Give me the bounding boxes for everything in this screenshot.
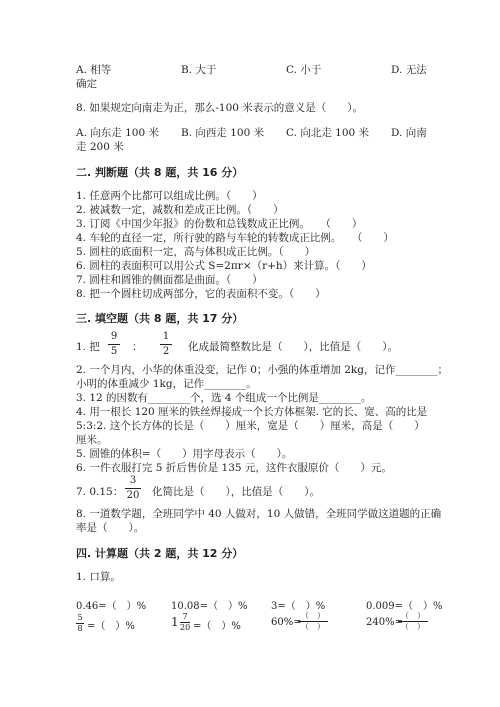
calc-item-3: 3=（ ）% [271, 601, 326, 612]
judge-item-2: 2. 被减数一定，减数和差成正比例。（ ） [76, 204, 284, 216]
blank-numerator[interactable]: （ ） [401, 611, 425, 620]
fill-q5: 5. 圆锥的体积=（ ）用字母表示（ ）。 [76, 448, 293, 460]
fill-q3: 3. 12 的因数有________个，选 4 个组成一个比例是________。 [76, 392, 372, 404]
judge-item-3: 3. 订阅《中国少年报》的份数和总钱数成正比例。 （ ） [76, 218, 363, 230]
fill-q4-line3: 厘米。 [76, 434, 108, 446]
judge-item-4: 4. 车轮的直径一定，所行驶的路与车轮的转数成正比例。 （ ） [76, 232, 394, 244]
fill-q7-suffix: 化简比是（ ），比值是（ ）。 [152, 486, 320, 498]
q7-option-d-wrap: 确定 [76, 78, 97, 90]
fraction-3-20 [125, 476, 141, 501]
judge-item-1: 1. 任意两个比都可以组成比例。（ ） [76, 190, 263, 202]
fill-q4-line2: 5:3:2. 这个长方体的长是（ ）厘米，宽是（ ）厘米，高是（ ） [76, 420, 425, 432]
fill-q4-line1: 4. 用一根长 120 厘米的铁丝焊接成一个长方体框架. 它的长、宽、高的比是 [76, 406, 428, 418]
fraction-denominator: 5 [110, 346, 118, 357]
fraction-7-20 [180, 613, 190, 632]
calc-item-4: 0.009=（ ）% [366, 601, 443, 612]
fraction-numerator: 1 [162, 331, 170, 342]
fill-q8-line2: 率是（ ）。 [76, 522, 145, 534]
q8-option-d-wrap: 走 200 米 [76, 141, 124, 153]
fraction-denominator: 20 [126, 490, 140, 501]
fill-q1-suffix: 化成最简整数比是（ ），比值是（ ）。 [188, 341, 398, 353]
calc-item-7-head: 60%= [271, 617, 302, 628]
fill-q1-colon: ： [132, 341, 143, 353]
q7-option-a: A. 相等 [76, 64, 112, 76]
fill-q1-prefix: 1. 把 [76, 341, 100, 353]
fraction-numerator: 5 [77, 613, 83, 622]
judge-item-5: 5. 圆柱的底面积一定，高与体积成正比例。（ ） [76, 246, 316, 258]
fraction-5-8 [76, 614, 84, 633]
fraction-1-2 [160, 332, 172, 357]
judge-item-8: 8. 把一个圆柱切成两部分，它的表面积不变。（ ） [76, 288, 326, 300]
blank-denominator[interactable]: （ ） [401, 622, 425, 631]
q8-option-d: D. 向南 [391, 127, 427, 139]
mixed-whole: 1 [171, 615, 179, 629]
fill-q2-line2: 小明的体重减少 1kg，记作________。 [76, 378, 257, 390]
fill-q7-prefix: 7. 0.15： [76, 486, 124, 498]
q7-option-c: C. 小于 [286, 64, 322, 76]
q8-option-c: C. 向北走 100 米 [286, 127, 370, 139]
q8-option-b: B. 向西走 100 米 [181, 127, 265, 139]
section-4-title: 四. 计算题（共 2 题，共 12 分） [76, 547, 244, 560]
calc-item-1: 0.46=（ ）% [76, 601, 147, 612]
fraction-denominator: 2 [162, 346, 170, 357]
section-3-title: 三. 填空题（共 8 题，共 17 分） [76, 312, 244, 325]
q7-option-b: B. 大于 [181, 64, 217, 76]
calc-q1-title: 1. 口算。 [76, 571, 121, 583]
calc-item-5-tail: =（ ）% [87, 621, 135, 632]
fraction-numerator: 7 [182, 612, 188, 621]
judge-item-6: 6. 圆柱的表面积可以用公式 S=2πr×（r+h）来计算。（ ） [76, 260, 372, 272]
section-2-title: 二. 判断题（共 8 题，共 16 分） [76, 166, 244, 179]
blank-fraction-240[interactable] [398, 612, 428, 631]
fraction-9-5 [108, 332, 120, 357]
q8-option-a: A. 向东走 100 米 [76, 127, 159, 139]
calc-item-6-tail: =（ ）% [193, 621, 241, 632]
q7-option-d: D. 无法 [391, 64, 427, 76]
calc-item-8-head: 240%= [366, 617, 403, 628]
calc-item-2: 10.08=（ ）% [171, 601, 248, 612]
blank-denominator[interactable]: （ ） [301, 622, 325, 631]
fill-q8-line1: 8. 一道数学题，全班同学中 40 人做对，10 人做错，全班同学做这道题的正确 [76, 508, 442, 520]
fraction-denominator: 8 [77, 624, 83, 633]
fraction-denominator: 20 [180, 623, 191, 632]
fraction-numerator: 3 [129, 475, 137, 486]
fill-q2-line1: 2. 一个月内，小华的体重没变，记作 0；小强的体重增加 2kg，记作________； [76, 364, 448, 376]
fraction-numerator: 9 [110, 331, 118, 342]
fill-q6: 6. 一件衣服打完 5 折后售价是 135 元，这件衣服原价（ ）元。 [76, 462, 392, 474]
judge-item-7: 7. 圆柱和圆锥的侧面都是曲面。（ ） [76, 274, 263, 286]
q8-stem: 8. 如果规定向南走为正，那么-100 米表示的意义是（ ）。 [76, 102, 364, 114]
blank-numerator[interactable]: （ ） [301, 611, 325, 620]
blank-fraction-60[interactable] [298, 612, 328, 631]
